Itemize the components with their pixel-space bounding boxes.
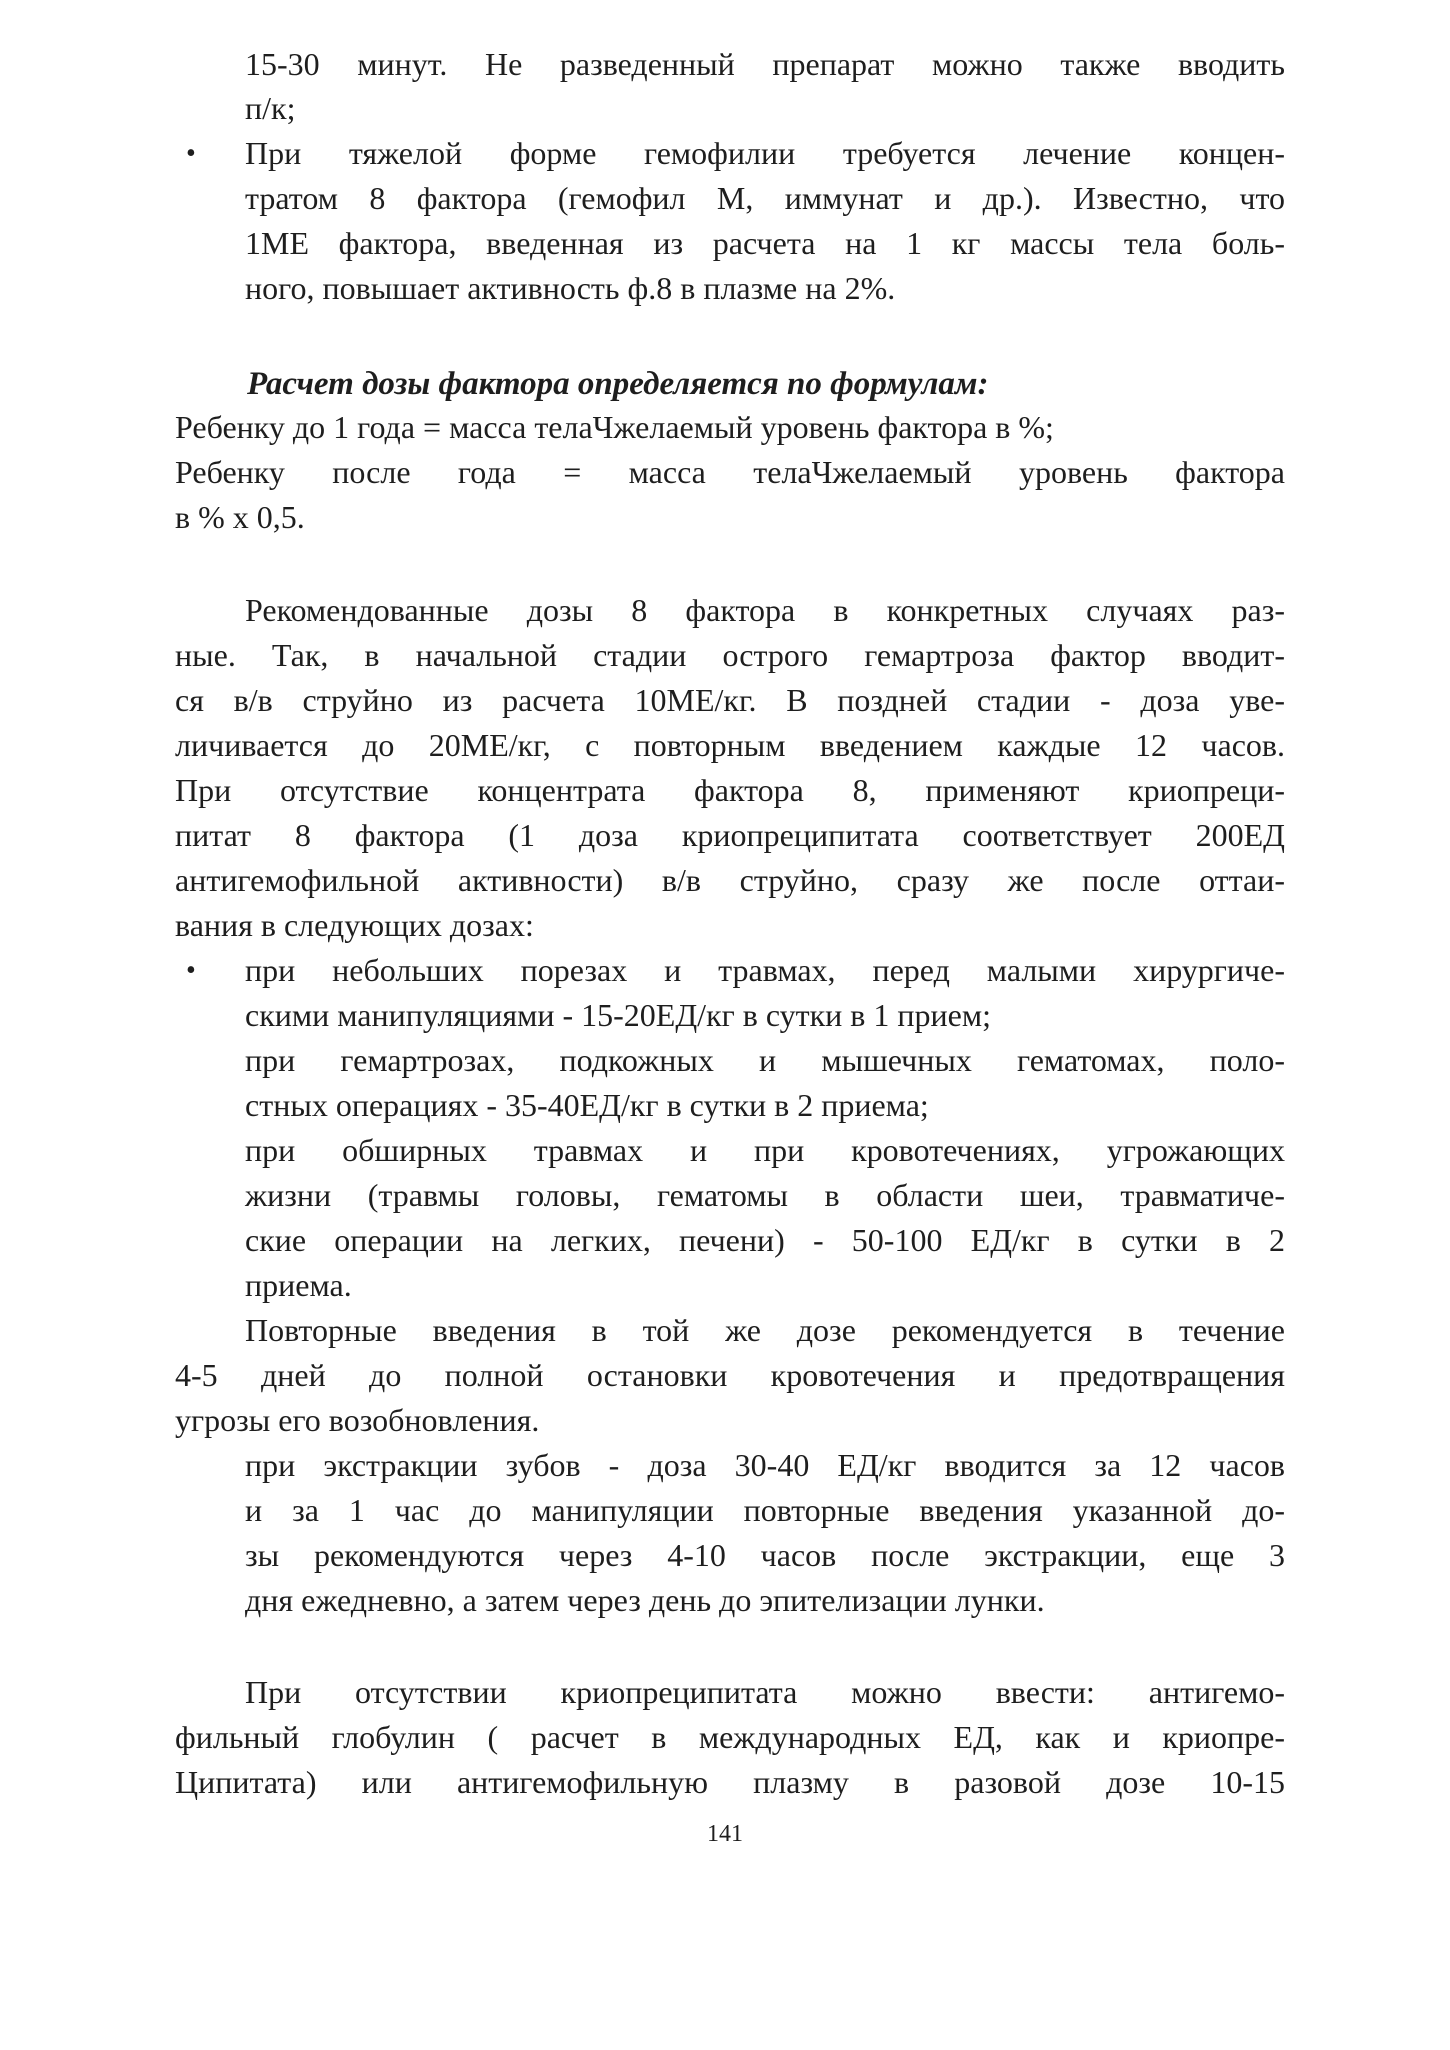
text-line: ся в/в струйно из расчета 10МЕ/кг. В поздней стадии - доза уве- bbox=[175, 682, 1285, 718]
text-line: 15-30 минут. Не разведенный препарат можно также вводить bbox=[245, 46, 1285, 82]
formula-line: в % х 0,5. bbox=[175, 499, 305, 535]
text-line: вания в следующих дозах: bbox=[175, 907, 534, 943]
text-line: личивается до 20МЕ/кг, с повторным введением каждые 12 часов. bbox=[175, 727, 1285, 763]
text-line: ные. Так, в начальной стадии острого гемартроза фактор вводит- bbox=[175, 637, 1285, 673]
list-item: ские операции на легких, печени) - 50-100 ЕД/кг в сутки в 2 bbox=[245, 1222, 1285, 1258]
text-line: ного, повышает активность ф.8 в плазме на 2%. bbox=[245, 270, 896, 306]
text-line: При отсутствии криопреципитата можно ввести: антигемо- bbox=[245, 1674, 1285, 1710]
list-item: скими манипуляциями - 15-20ЕД/кг в сутки в 1 прием; bbox=[245, 997, 991, 1033]
list-item: стных операциях - 35-40ЕД/кг в сутки в 2 приема; bbox=[245, 1087, 929, 1123]
text-line: Рекомендованные дозы 8 фактора в конкретных случаях раз- bbox=[245, 592, 1285, 628]
text-line: дня ежедневно, а затем через день до эпителизации лунки. bbox=[245, 1582, 1045, 1618]
bullet-icon: • bbox=[186, 955, 196, 986]
list-item: при небольших порезах и травмах, перед малыми хирургиче- bbox=[245, 952, 1285, 988]
list-item: приема. bbox=[245, 1267, 352, 1303]
text-line: Ципитата) или антигемофильную плазму в разовой дозе 10-15 bbox=[175, 1764, 1285, 1800]
text-line: антигемофильной активности) в/в струйно, сразу же после оттаи- bbox=[175, 862, 1285, 898]
list-item: при гемартрозах, подкожных и мышечных гематомах, поло- bbox=[245, 1042, 1285, 1078]
text-line: угрозы его возобновления. bbox=[175, 1402, 540, 1438]
bullet-icon: • bbox=[186, 138, 196, 169]
text-line: При тяжелой форме гемофилии требуется лечение концен- bbox=[245, 135, 1285, 171]
text-line: 1МЕ фактора, введенная из расчета на 1 кг массы тела боль- bbox=[245, 225, 1285, 261]
list-item: жизни (травмы головы, гематомы в области шеи, травматиче- bbox=[245, 1177, 1285, 1213]
text-line: зы рекомендуются через 4-10 часов после экстракции, еще 3 bbox=[245, 1537, 1285, 1573]
list-item: при обширных травмах и при кровотечениях, угрожающих bbox=[245, 1132, 1285, 1168]
text-line: при экстракции зубов - доза 30-40 ЕД/кг вводится за 12 часов bbox=[245, 1447, 1285, 1483]
text-line: При отсутствие концентрата фактора 8, применяют криопреци- bbox=[175, 772, 1285, 808]
text-line: тратом 8 фактора (гемофил М, иммунат и др.). Известно, что bbox=[245, 180, 1285, 216]
text-line: фильный глобулин ( расчет в международных ЕД, как и криопре- bbox=[175, 1719, 1285, 1755]
formula-line: Ребенку после года = масса телаЧжелаемый уровень фактора bbox=[175, 454, 1285, 490]
page-number: 141 bbox=[707, 1821, 743, 1847]
text-line: питат 8 фактора (1 доза криопреципитата соответствует 200ЕД bbox=[175, 817, 1285, 853]
text-line: п/к; bbox=[245, 90, 296, 126]
text-line: 4-5 дней до полной остановки кровотечения и предотвращения bbox=[175, 1357, 1285, 1393]
formula-line: Ребенку до 1 года = масса телаЧжелаемый уровень фактора в %; bbox=[175, 409, 1054, 445]
text-line: Повторные введения в той же дозе рекомендуется в течение bbox=[245, 1312, 1285, 1348]
text-line: и за 1 час до манипуляции повторные введения указанной до- bbox=[245, 1492, 1285, 1528]
section-heading: Расчет дозы фактора определяется по формулам: bbox=[247, 366, 989, 402]
